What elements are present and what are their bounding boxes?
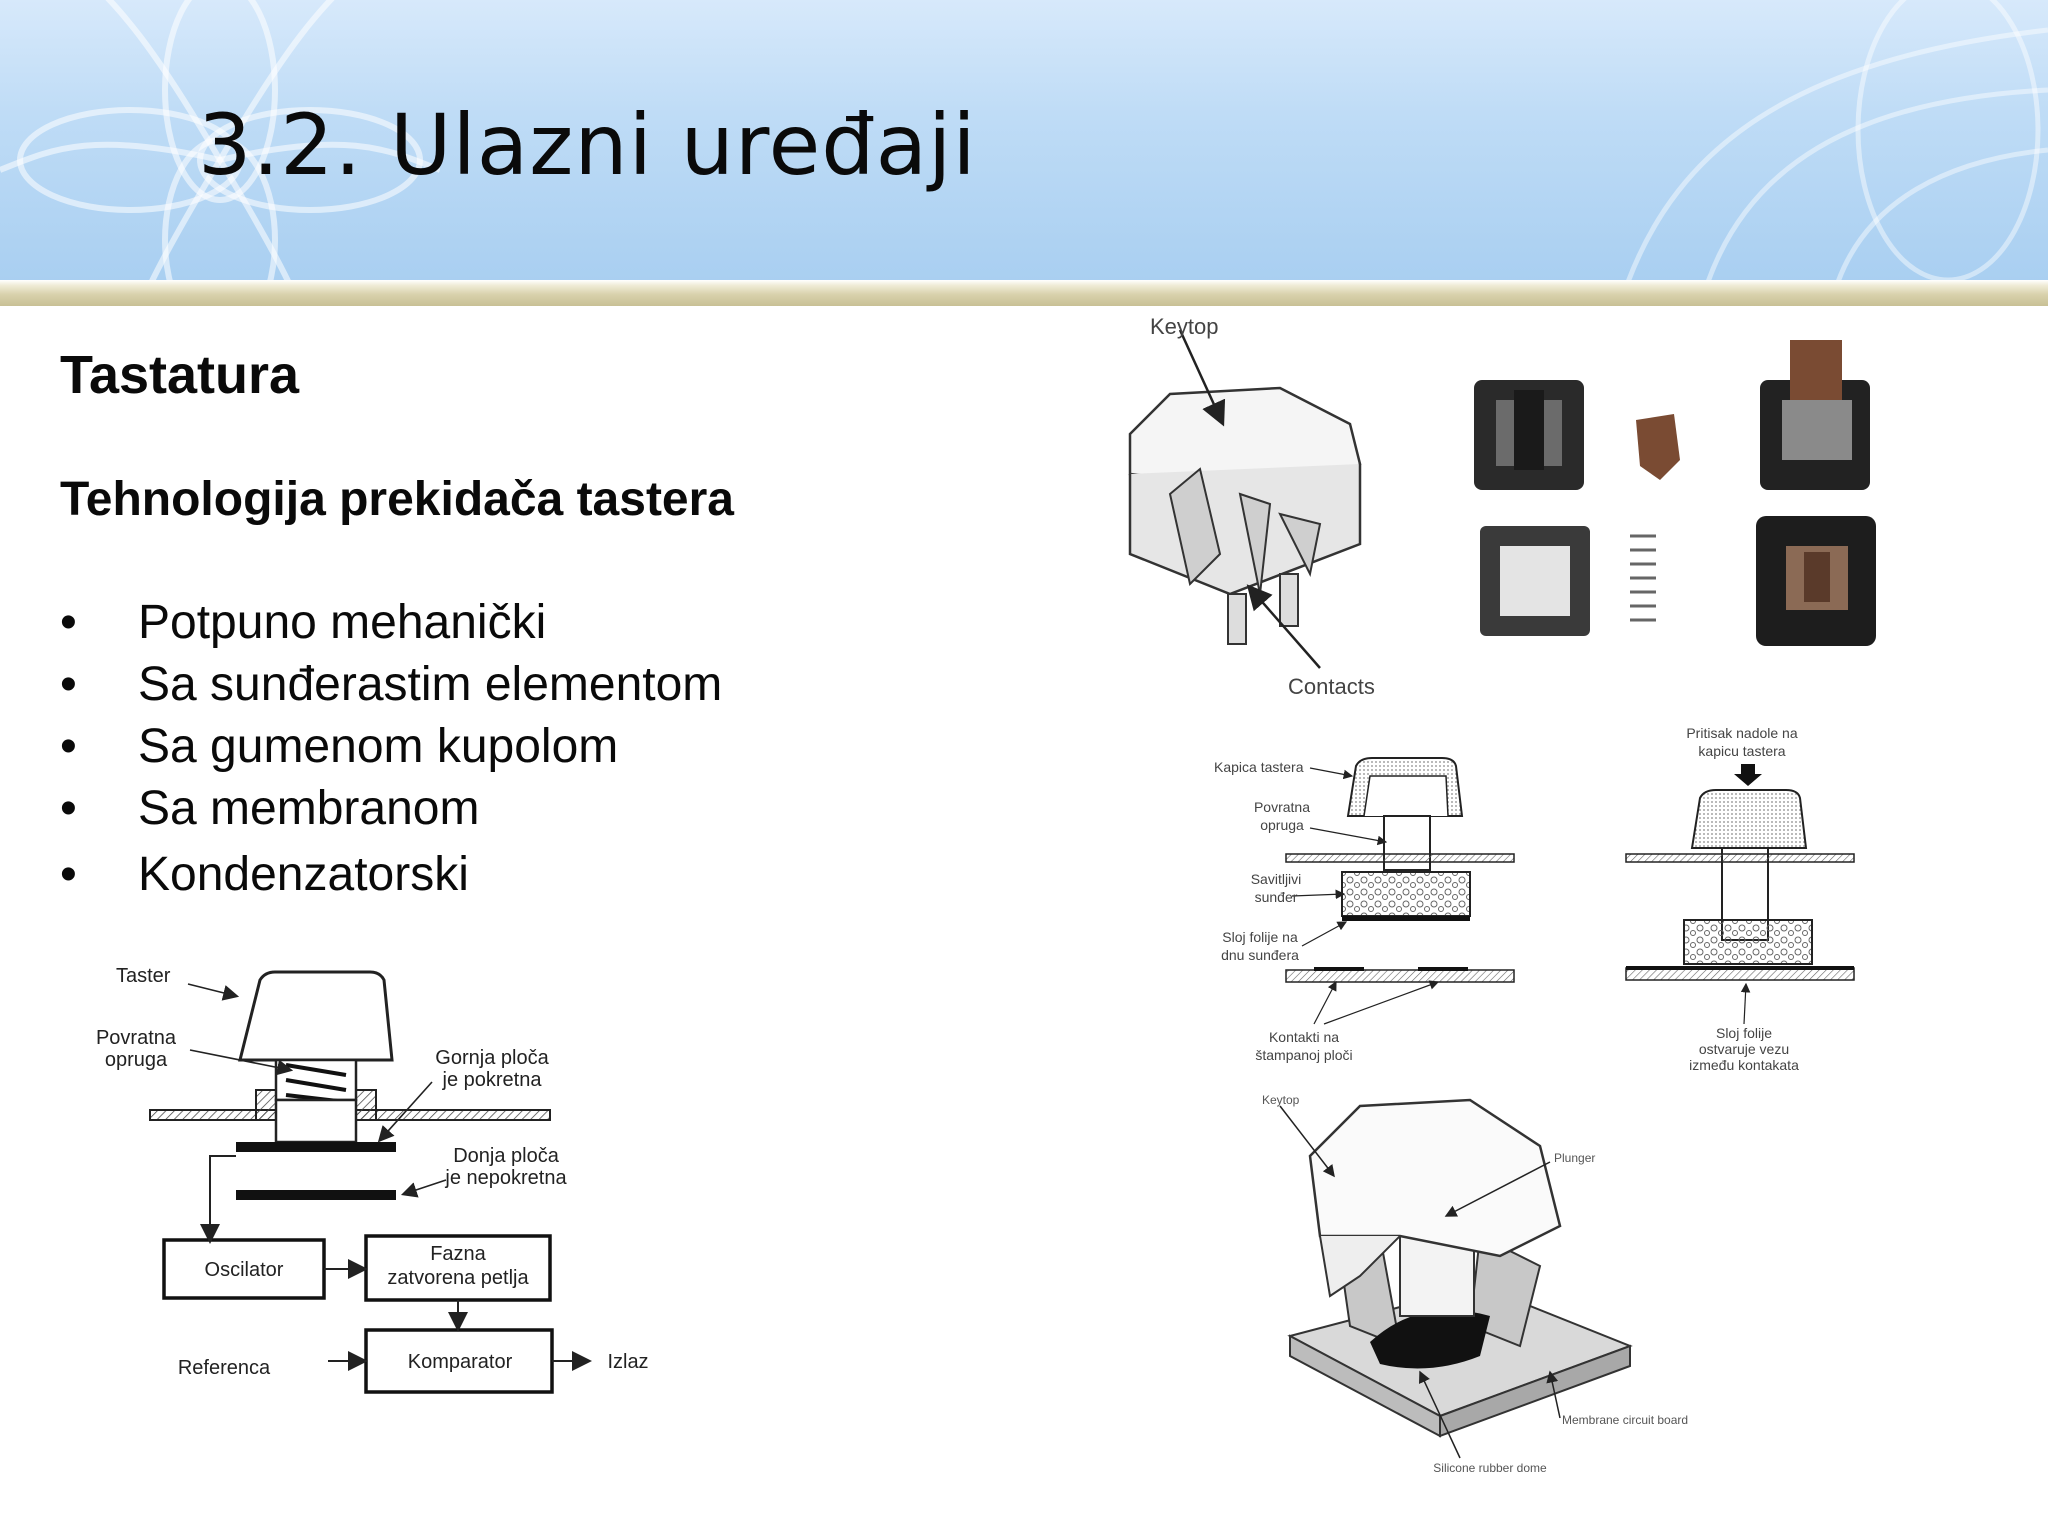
label-foam-spring-2: opruga xyxy=(1260,817,1304,833)
label-press-2: kapicu tastera xyxy=(1698,743,1786,759)
label-comparator: Komparator xyxy=(407,1351,513,1373)
bullet-item xyxy=(60,654,722,716)
bullet-item xyxy=(60,592,722,654)
label-foam-1: Savitljivi xyxy=(1250,871,1302,887)
label-circuit-board: Membrane circuit board xyxy=(1562,1413,1689,1427)
label-foam-2: sunđer xyxy=(1254,889,1298,905)
label-pcb-2: štampanoj ploči xyxy=(1255,1047,1353,1063)
bullet-item xyxy=(60,716,722,778)
header-divider xyxy=(0,280,2048,306)
label-pcb-1: Kontakti na xyxy=(1268,1029,1340,1045)
label-foil-1: Sloj folije na xyxy=(1222,929,1298,945)
key-cap-shape xyxy=(240,972,392,1060)
label-foil-2: dnu sunđera xyxy=(1221,947,1299,963)
label-plunger: Plunger xyxy=(1554,1151,1596,1165)
label-conn-1: Sloj folije xyxy=(1715,1025,1773,1041)
mechanical-switch-illustration xyxy=(1110,304,1440,704)
bullet-dot-icon: • xyxy=(60,596,77,649)
label-spring-2: opruga xyxy=(104,1049,168,1071)
label-conn-3: između kontakata xyxy=(1689,1057,1799,1073)
label-taster: Taster xyxy=(116,965,171,987)
label-cap: Kapica tastera xyxy=(1214,759,1304,775)
label-pll-2: zatvorena petlja xyxy=(387,1267,529,1289)
label-reference: Referenca xyxy=(177,1357,271,1379)
foam-element-switch-diagram xyxy=(1206,720,1866,1080)
capacitive-switch-diagram xyxy=(80,950,680,1410)
label-rubber-dome: Silicone rubber dome xyxy=(1433,1461,1547,1475)
label-membrane-keytop: Keytop xyxy=(1262,1093,1300,1107)
label-oscillator: Oscilator xyxy=(204,1259,284,1281)
label-spring-1: Povratna xyxy=(95,1027,177,1049)
label-press-1: Pritisak nadole na xyxy=(1686,725,1798,741)
membrane-switch-diagram xyxy=(1250,1086,1710,1486)
label-keytop: Keytop xyxy=(1150,314,1219,339)
bullet-list xyxy=(60,592,722,906)
label-pll-1: Fazna xyxy=(430,1243,486,1265)
label-contacts: Contacts xyxy=(1288,674,1375,699)
bullet-dot-icon: • xyxy=(60,720,77,773)
bullet-item xyxy=(60,844,722,906)
label-upper-plate-2: je pokretna xyxy=(442,1069,542,1091)
label-conn-2: ostvaruje vezu xyxy=(1698,1041,1790,1057)
bullet-dot-icon: • xyxy=(60,848,77,901)
slide-title: 3.2. Ulazni uređaji xyxy=(198,96,977,194)
label-lower-plate-1: Donja ploča xyxy=(453,1145,559,1167)
bullet-item xyxy=(60,778,722,840)
bullet-text: Sa gumenom kupolom xyxy=(138,720,619,773)
bullet-text: Potpuno mehanički xyxy=(138,596,547,649)
bullet-dot-icon: • xyxy=(60,658,77,711)
label-foam-spring-1: Povratna xyxy=(1253,799,1311,815)
bullet-text: Sa membranom xyxy=(138,782,480,835)
header-band xyxy=(0,0,2048,282)
label-lower-plate-2: je nepokretna xyxy=(445,1167,567,1189)
bullet-text: Kondenzatorski xyxy=(138,848,469,901)
label-upper-plate-1: Gornja ploča xyxy=(435,1047,549,1069)
swirl-ornament-icon xyxy=(1588,0,2048,282)
subheading-switch-technology: Tehnologija prekidača tastera xyxy=(60,473,734,526)
bullet-dot-icon: • xyxy=(60,782,77,835)
heading-keyboard: Tastatura xyxy=(60,345,300,405)
switch-parts-photo xyxy=(1460,340,1890,660)
label-output: Izlaz xyxy=(607,1351,649,1373)
bullet-text: Sa sunđerastim elementom xyxy=(138,658,723,711)
